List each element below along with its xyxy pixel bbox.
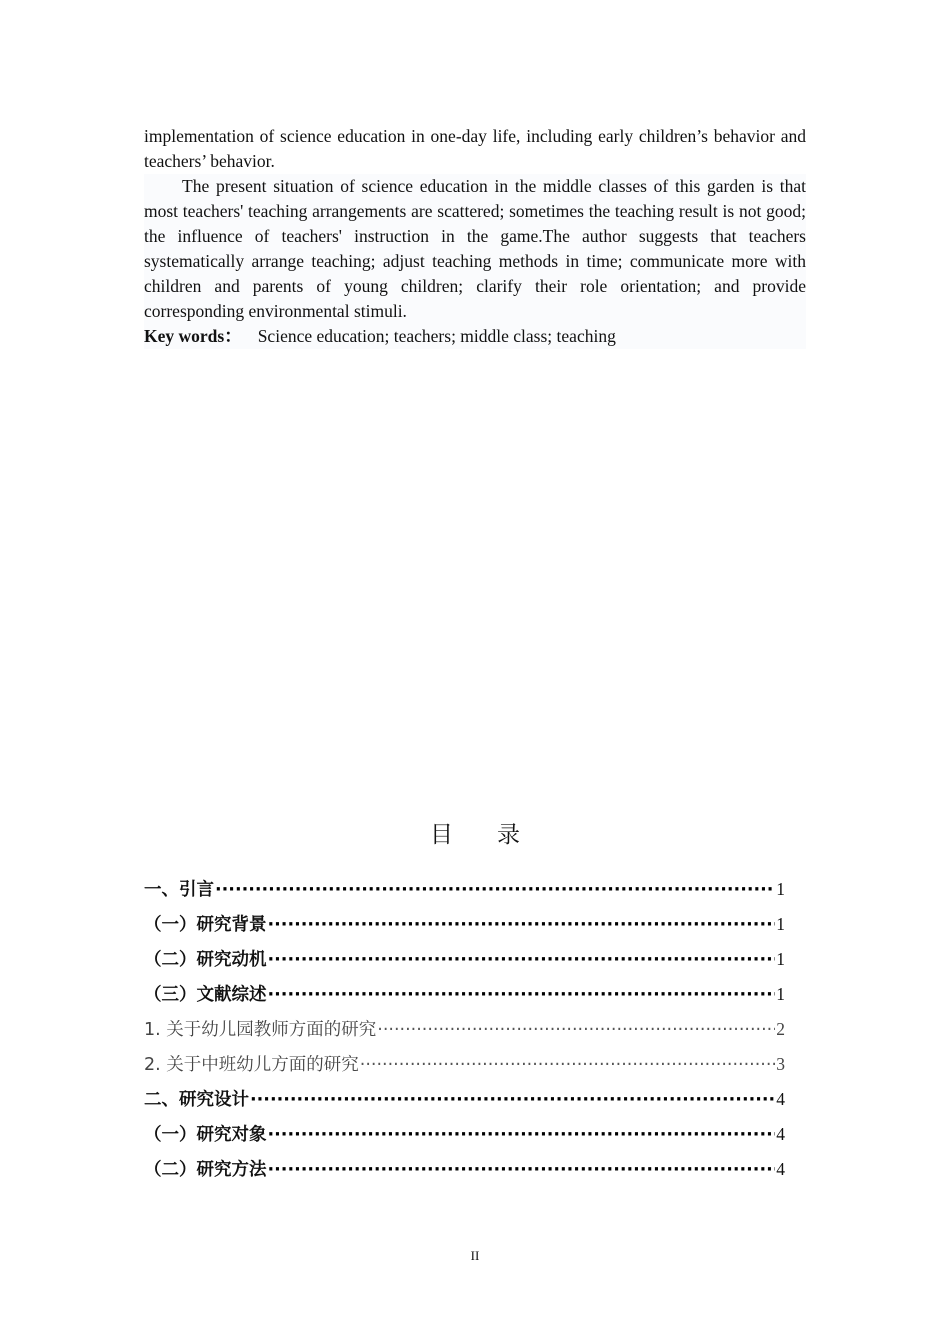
toc-leader-dots (268, 1125, 776, 1145)
toc-entry-label: （二）研究动机 (144, 950, 267, 970)
abstract-paragraph: The present situation of science education in the middle classes of this garden is that most teachers' teaching arrangements are scattered; sometimes the teaching result is not good; the influence of teachers' instruction in the game.The author suggests that teachers systematically arrange teaching; adjust teaching methods in time; communicate more with children and parents of young children; clarify their role orientation; and provide corresponding environmental stimuli. (144, 174, 806, 324)
toc-entry-label: 2. 关于中班幼儿方面的研究 (144, 1055, 359, 1075)
toc-title (0, 816, 950, 849)
toc-title-right: 录 (497, 822, 520, 848)
toc-entry-page: 1 (776, 879, 785, 899)
toc-leader-dots (377, 1020, 775, 1040)
toc-entry-page: 3 (776, 1054, 785, 1074)
toc-leader-dots (268, 950, 776, 970)
toc-entry[interactable] (144, 1016, 785, 1051)
toc-title-left: 目 (430, 822, 453, 848)
toc-entry-page: 1 (776, 984, 785, 1004)
toc-entry[interactable] (144, 1156, 785, 1191)
toc-entry-page: 1 (776, 914, 785, 934)
toc-entry-label: 一、引言 (144, 880, 214, 900)
toc-entry[interactable] (144, 1086, 785, 1121)
toc-entry-label: 二、研究设计 (144, 1090, 249, 1110)
toc-entry-page: 4 (776, 1089, 785, 1109)
toc-entry-page: 1 (776, 949, 785, 969)
english-abstract (144, 124, 806, 349)
toc-entry[interactable] (144, 876, 785, 911)
toc-entry-label: （二）研究方法 (144, 1160, 267, 1180)
toc-leader-dots (268, 985, 776, 1005)
toc-entry[interactable] (144, 946, 785, 981)
toc-entry-label: 1. 关于幼儿园教师方面的研究 (144, 1020, 377, 1040)
toc-entry-page: 2 (776, 1019, 785, 1039)
toc-leader-dots (268, 1160, 776, 1180)
keywords-label: Key words： (144, 326, 242, 346)
abstract-continuation: implementation of science education in one-day life, including early children’s behavior and teachers’ behavior. (144, 126, 806, 171)
toc-entry-label: （一）研究背景 (144, 915, 267, 935)
table-of-contents (144, 876, 785, 1191)
toc-entry-page: 4 (776, 1124, 785, 1144)
keywords-text: Science education; teachers; middle class; teaching (257, 326, 616, 346)
toc-entry-label: （三）文献综述 (144, 985, 267, 1005)
toc-entry[interactable] (144, 981, 785, 1016)
toc-entry[interactable] (144, 1051, 785, 1086)
toc-leader-dots (360, 1055, 775, 1075)
toc-entry-label: （一）研究对象 (144, 1125, 267, 1145)
page-number: II (470, 1248, 480, 1263)
toc-leader-dots (215, 880, 775, 900)
toc-leader-dots (268, 915, 776, 935)
toc-entry-page: 4 (776, 1159, 785, 1179)
toc-leader-dots (250, 1090, 775, 1110)
toc-entry[interactable] (144, 911, 785, 946)
toc-entry[interactable] (144, 1121, 785, 1156)
keywords-line (144, 324, 806, 349)
